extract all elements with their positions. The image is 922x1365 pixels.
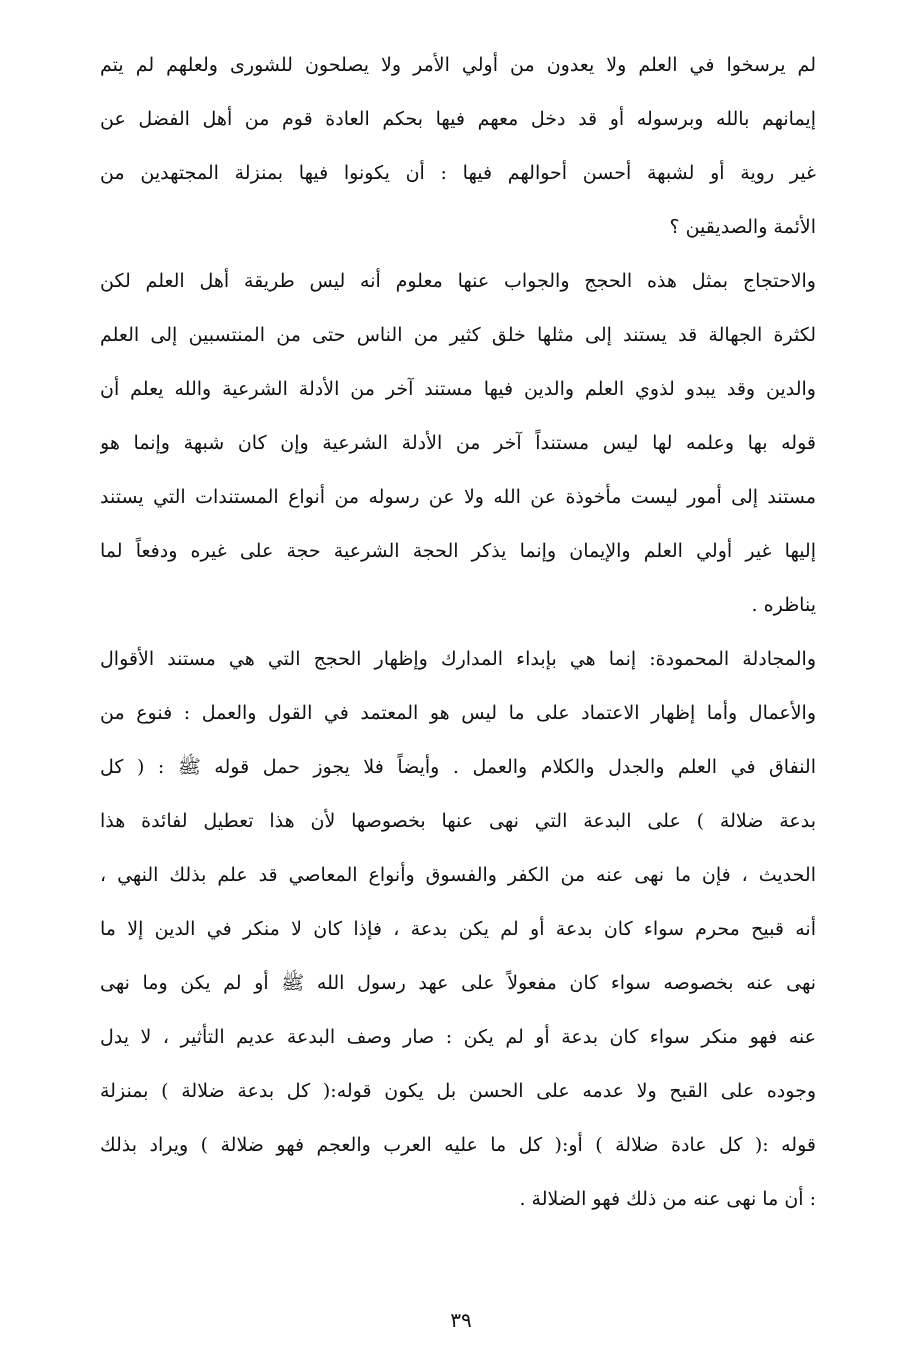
text-line: الأئمة والصديقين ؟	[669, 216, 816, 238]
body-text	[100, 38, 816, 1226]
text-line: والاحتجاج بمثل هذه الحجج والجواب عنها معلوم أنه ليس طريقة أهل العلم لكن	[100, 270, 816, 292]
text-line: لكثرة الجهالة قد يستند إلى مثلها خلق كثير من الناس حتى من المنتسبين إلى العلم	[100, 324, 816, 346]
text-line: والدين وقد يبدو لذوي العلم والدين فيها مستند آخر من الأدلة الشرعية والله يعلم أن	[100, 378, 816, 400]
text-line: نهى عنه بخصوصه سواء كان مفعولاً على عهد رسول الله ﷺ أو لم يكن وما نهى	[100, 972, 816, 994]
text-line: قوله بها وعلمه لها ليس مستنداً آخر من الأدلة الشرعية وإن كان شبهة وإنما هو	[100, 432, 816, 454]
text-line: والمجادلة المحمودة: إنما هي بإبداء المدارك وإظهار الحجج التي هي مستند الأقوال	[100, 648, 816, 670]
text-line: : أن ما نهى عنه من ذلك فهو الضلالة .	[519, 1188, 816, 1210]
text-line: بدعة ضلالة ) على البدعة التي نهى عنها بخصوصها لأن هذا تعطيل لفائدة هذا	[100, 810, 816, 832]
text-line: إليها غير أولي العلم والإيمان وإنما يذكر الحجة الشرعية حجة على غيره ودفعاً لما	[100, 540, 816, 562]
text-line: قوله :( كل عادة ضلالة ) أو:( كل ما عليه العرب والعجم فهو ضلالة ) ويراد بذلك	[100, 1134, 816, 1156]
text-line: غير روية أو لشبهة أحسن أحوالهم فيها : أن يكونوا فيها بمنزلة المجتهدين من	[100, 162, 816, 184]
text-line: النفاق في العلم والجدل والكلام والعمل . وأيضاً فلا يجوز حمل قوله ﷺ : ( كل	[100, 756, 816, 778]
text-line: يناظره .	[751, 594, 816, 616]
text-line: إيمانهم بالله وبرسوله أو قد دخل معهم فيها بحكم العادة قوم من أهل الفضل عن	[100, 108, 816, 130]
text-line: والأعمال وأما إظهار الاعتماد على ما ليس هو المعتمد في القول والعمل : فنوع من	[100, 702, 816, 724]
text-line: وجوده على القبح ولا عدمه على الحسن بل يكون قوله:( كل بدعة ضلالة ) بمنزلة	[100, 1080, 816, 1102]
text-line: عنه فهو منكر سواء كان بدعة أو لم يكن : صار وصف البدعة عديم التأثير ، لا يدل	[100, 1026, 816, 1048]
text-line: الحديث ، فإن ما نهى عنه من الكفر والفسوق وأنواع المعاصي قد علم بذلك النهي ،	[100, 864, 816, 886]
text-line: أنه قبيح محرم سواء كان بدعة أو لم يكن بدعة ، فإذا كان لا منكر في الدين إلا ما	[100, 918, 816, 940]
text-line: لم يرسخوا في العلم ولا يعدون من أولي الأمر ولا يصلحون للشورى ولعلهم لم يتم	[100, 54, 816, 76]
text-line: مستند إلى أمور ليست مأخوذة عن الله ولا عن رسوله من أنواع المستندات التي يستند	[100, 486, 816, 508]
page-number: ٣٩	[450, 1308, 472, 1332]
